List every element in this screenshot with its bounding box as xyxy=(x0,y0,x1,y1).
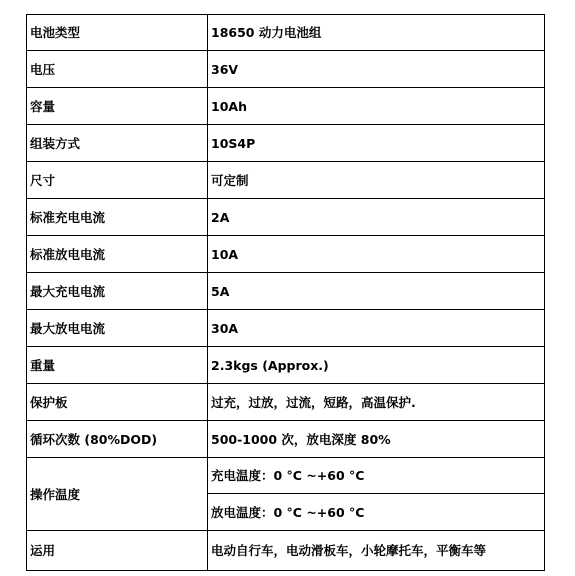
label-capacity: 容量 xyxy=(27,88,208,125)
label-weight: 重量 xyxy=(27,347,208,384)
label-std-charge-current: 标准充电电流 xyxy=(27,199,208,236)
label-operating-temp: 操作温度 xyxy=(27,458,208,531)
value-max-discharge-current: 30A xyxy=(208,310,545,347)
value-cycle-life: 500-1000 次，放电深度 80% xyxy=(208,421,545,458)
value-size: 可定制 xyxy=(208,162,545,199)
table-row-protection-board xyxy=(27,384,545,421)
label-cycle-life: 循环次数 (80%DOD) xyxy=(27,421,208,458)
table-row-voltage xyxy=(27,51,545,88)
value-battery-type: 18650 动力电池组 xyxy=(208,15,545,51)
value-assembly: 10S4P xyxy=(208,125,545,162)
label-size: 尺寸 xyxy=(27,162,208,199)
label-max-discharge-current: 最大放电电流 xyxy=(27,310,208,347)
value-application: 电动自行车，电动滑板车，小轮摩托车，平衡车等 xyxy=(208,531,545,571)
table-row-size xyxy=(27,162,545,199)
table-row-capacity xyxy=(27,88,545,125)
value-protection-board: 过充，过放，过流，短路，高温保护. xyxy=(208,384,545,421)
label-application: 运用 xyxy=(27,531,208,571)
label-std-discharge-current: 标准放电电流 xyxy=(27,236,208,273)
value-charge-temp: 充电温度：0 °C ~+60 °C xyxy=(208,458,545,494)
table-row-cycle-life xyxy=(27,421,545,458)
battery-spec-table xyxy=(26,14,545,571)
table-row-weight xyxy=(27,347,545,384)
table-row-operating-temp xyxy=(27,458,545,494)
label-battery-type: 电池类型 xyxy=(27,15,208,51)
value-weight: 2.3kgs (Approx.) xyxy=(208,347,545,384)
table-row-application xyxy=(27,531,545,571)
value-discharge-temp: 放电温度：0 °C ~+60 °C xyxy=(208,494,545,531)
value-voltage: 36V xyxy=(208,51,545,88)
table-row-assembly xyxy=(27,125,545,162)
label-assembly: 组装方式 xyxy=(27,125,208,162)
table-row-std-charge-current xyxy=(27,199,545,236)
value-max-charge-current: 5A xyxy=(208,273,545,310)
value-std-discharge-current: 10A xyxy=(208,236,545,273)
table-row-max-charge-current xyxy=(27,273,545,310)
table-row-max-discharge-current xyxy=(27,310,545,347)
label-protection-board: 保护板 xyxy=(27,384,208,421)
table-row-battery-type xyxy=(27,15,545,51)
value-capacity: 10Ah xyxy=(208,88,545,125)
label-max-charge-current: 最大充电电流 xyxy=(27,273,208,310)
label-voltage: 电压 xyxy=(27,51,208,88)
value-std-charge-current: 2A xyxy=(208,199,545,236)
table-row-std-discharge-current xyxy=(27,236,545,273)
